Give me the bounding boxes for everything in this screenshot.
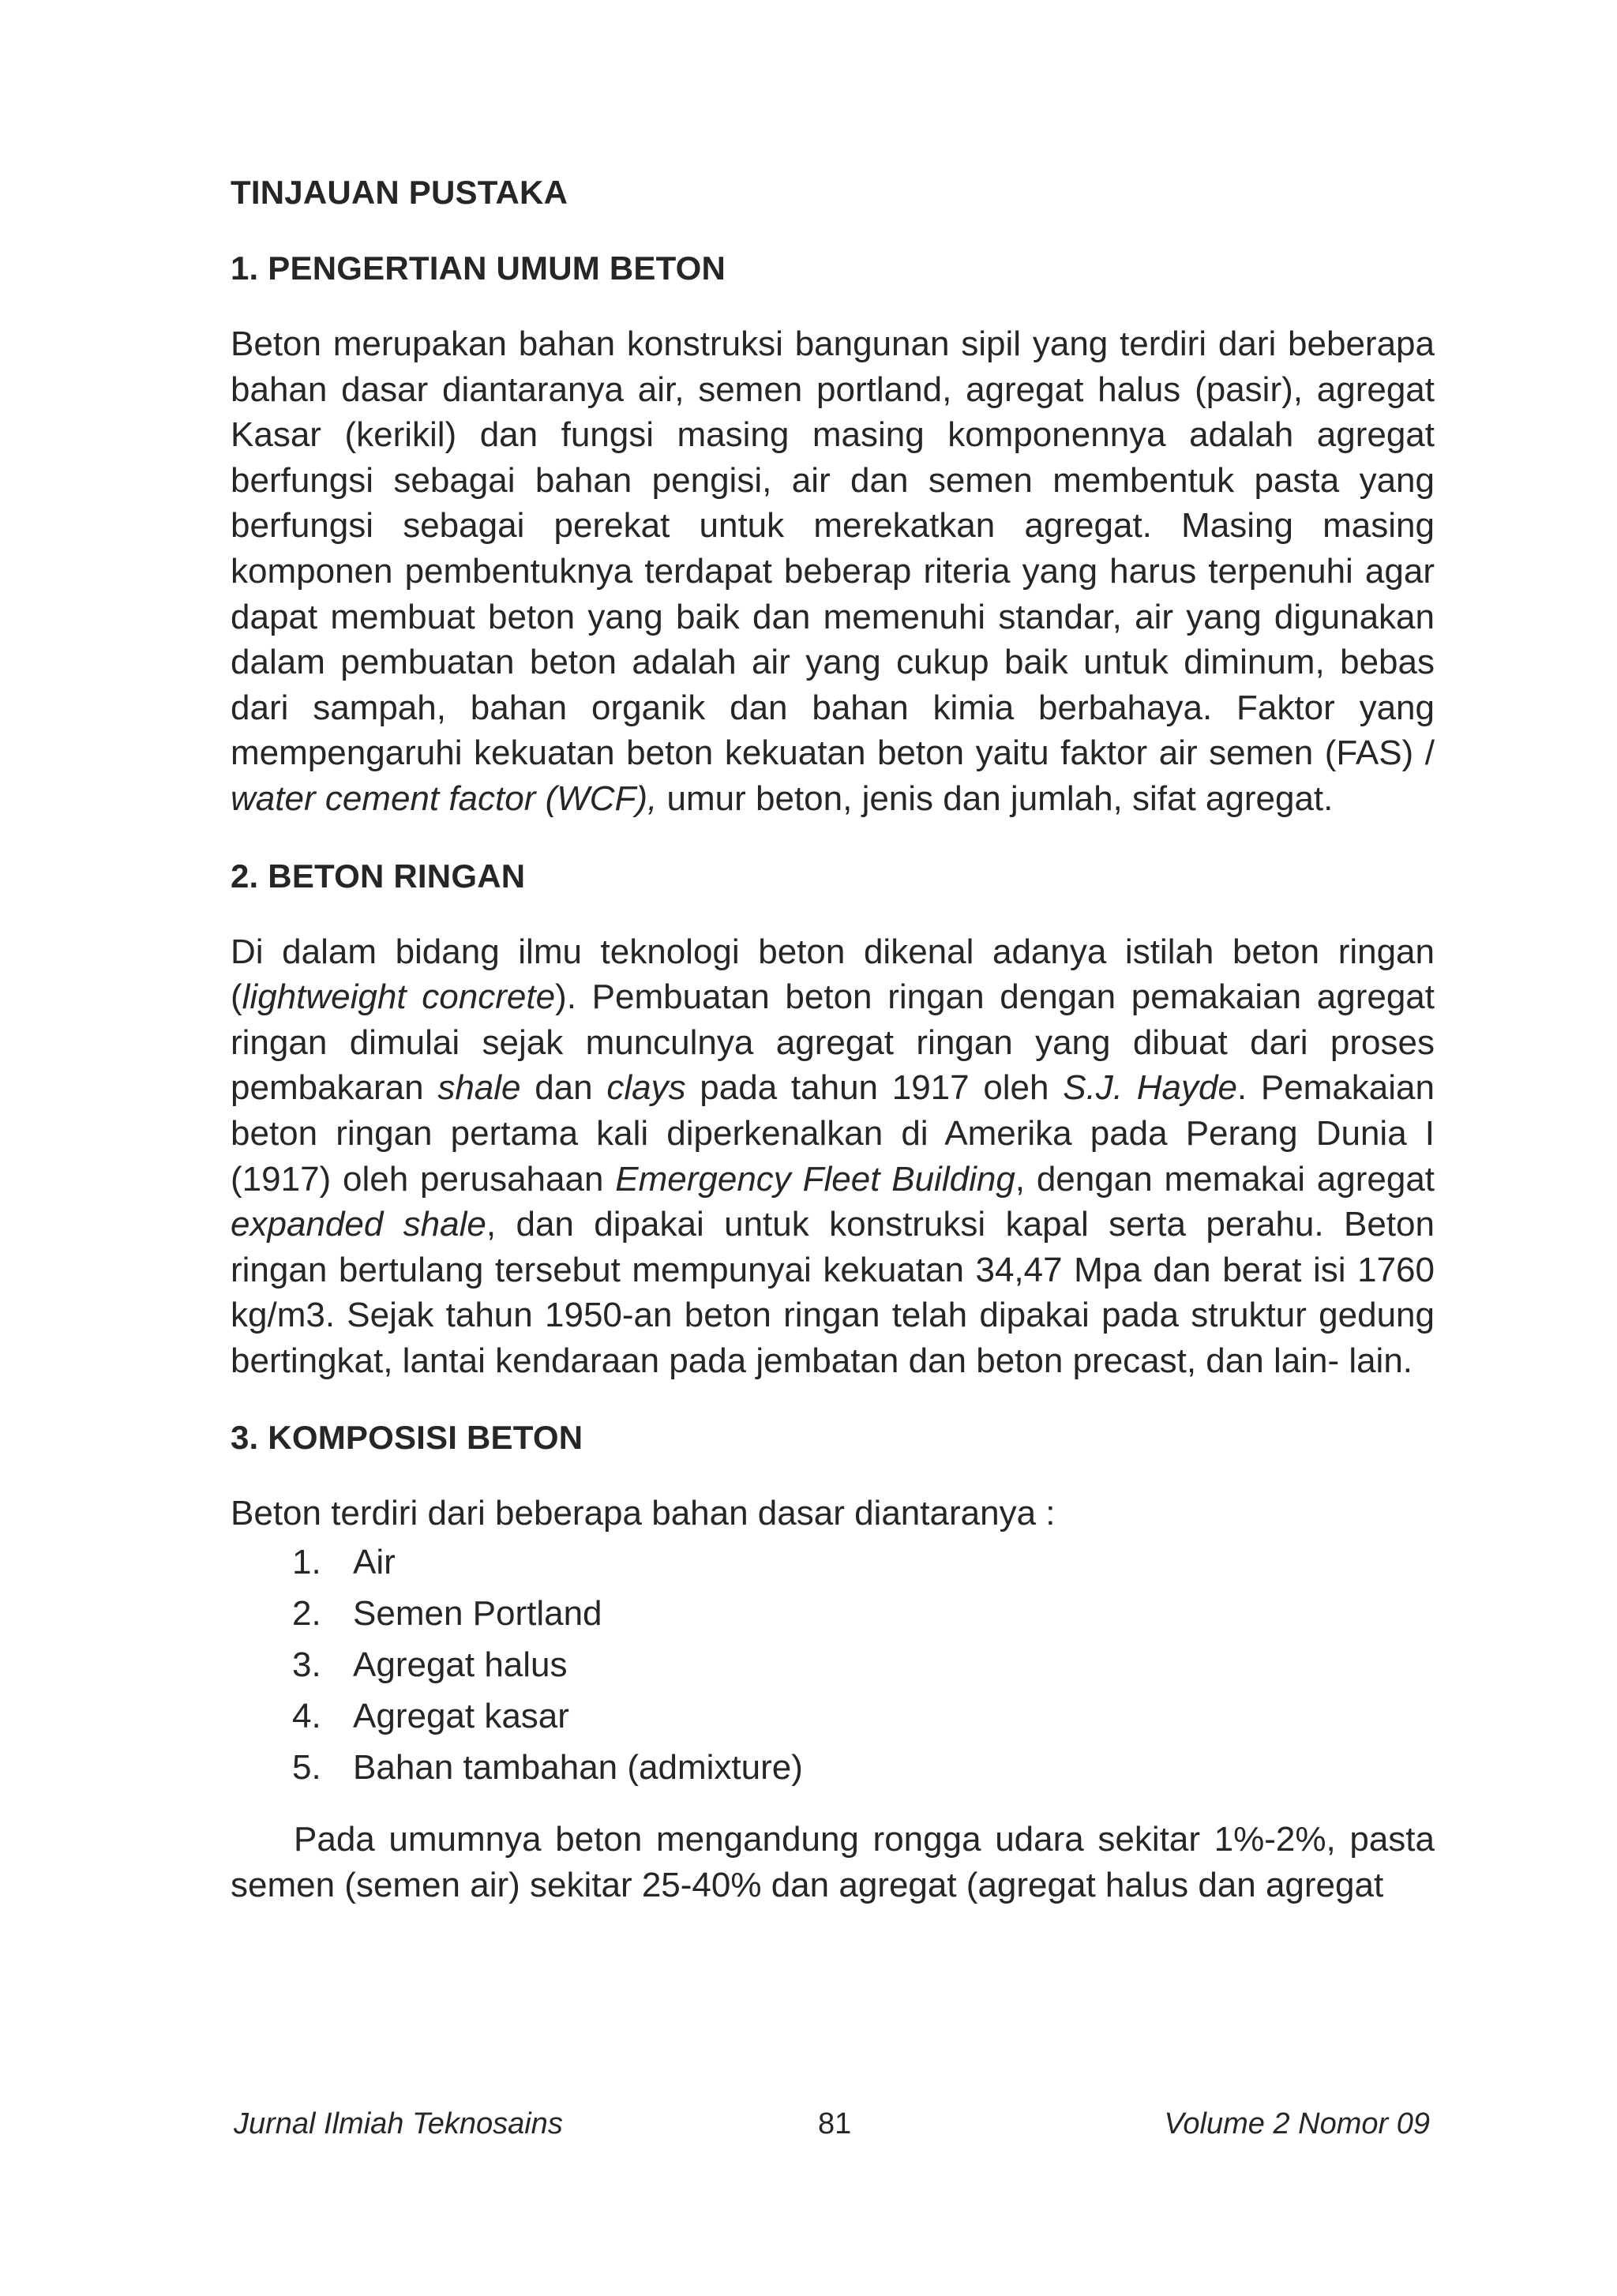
list-item: 5. Bahan tambahan (admixture) bbox=[292, 1748, 803, 1788]
page-number: 81 bbox=[818, 2107, 852, 2140]
journal-name: Jurnal Ilmiah Teknosains bbox=[234, 2107, 563, 2140]
section-2-paragraph: Di dalam bidang ilmu teknologi beton dikenal adanya istilah beton ringan (lightweight concrete). Pembuatan beton ringan dengan pemakaian agregat ringan dimulai sejak munculnya agregat ringan yang dibuat dari proses pembakaran shale dan clays pada tahun 1917 oleh S.J. Hayde. Pemakaian beton ringan pertama kali diperkenalkan di Amerika pada Perang Dunia I (1917) oleh perusahaan Emergency Fleet Building, dengan memakai agregat expanded shale, dan dipakai untuk konstruksi kapal serta perahu. Beton ringan bertulang tersebut mempunyai kekuatan 34,47 Mpa dan berat isi 1760 kg/m3. Sejak tahun 1950-an beton ringan telah dipakai pada struktur gedung bertingkat, lantai kendaraan pada jembatan dan beton precast, dan lain- lain. bbox=[231, 932, 1435, 1380]
composition-list bbox=[231, 1536, 1435, 1793]
list-item: 3. Agregat halus bbox=[292, 1645, 568, 1685]
section-3-intro: Beton terdiri dari beberapa bahan dasar diantaranya : bbox=[231, 1494, 1056, 1533]
page-title: TINJAUAN PUSTAKA bbox=[231, 174, 568, 211]
list-item: 1. Air bbox=[292, 1543, 396, 1582]
list-item: 4. Agregat kasar bbox=[292, 1697, 569, 1736]
section-3-closing: Pada umumnya beton mengandung rongga udara sekitar 1%-2%, pasta semen (semen air) sekitar 25-40% dan agregat (agregat halus dan agregat bbox=[231, 1820, 1435, 1904]
volume-info: Volume 2 Nomor 09 bbox=[1164, 2107, 1430, 2140]
page-footer bbox=[234, 2100, 1430, 2148]
section-2-heading: 2. BETON RINGAN bbox=[231, 857, 526, 895]
section-1-paragraph: Beton merupakan bahan konstruksi bangunan sipil yang terdiri dari beberapa bahan dasar diantaranya air, semen portland, agregat halus (pasir), agregat Kasar (kerikil) dan fungsi masing masing komponennya adalah agregat berfungsi sebagai bahan pengisi, air dan semen membentuk pasta yang berfungsi sebagai perekat untuk merekatkan agregat. Masing masing komponen pembentuknya terdapat beberap riteria yang harus terpenuhi agar dapat membuat beton yang baik dan memenuhi standar, air yang digunakan dalam pembuatan beton adalah air yang cukup baik untuk diminum, bebas dari sampah, bahan organik dan bahan kimia berbahaya. Faktor yang mempengaruhi kekuatan beton kekuatan beton yaitu faktor air semen (FAS) / water cement factor (WCF), umur beton, jenis dan jumlah, sifat agregat. bbox=[231, 325, 1435, 818]
section-3-heading: 3. KOMPOSISI BETON bbox=[231, 1419, 583, 1457]
page-content bbox=[231, 170, 1435, 1908]
section-1-heading: 1. PENGERTIAN UMUM BETON bbox=[231, 249, 726, 287]
list-item: 2. Semen Portland bbox=[292, 1594, 602, 1634]
